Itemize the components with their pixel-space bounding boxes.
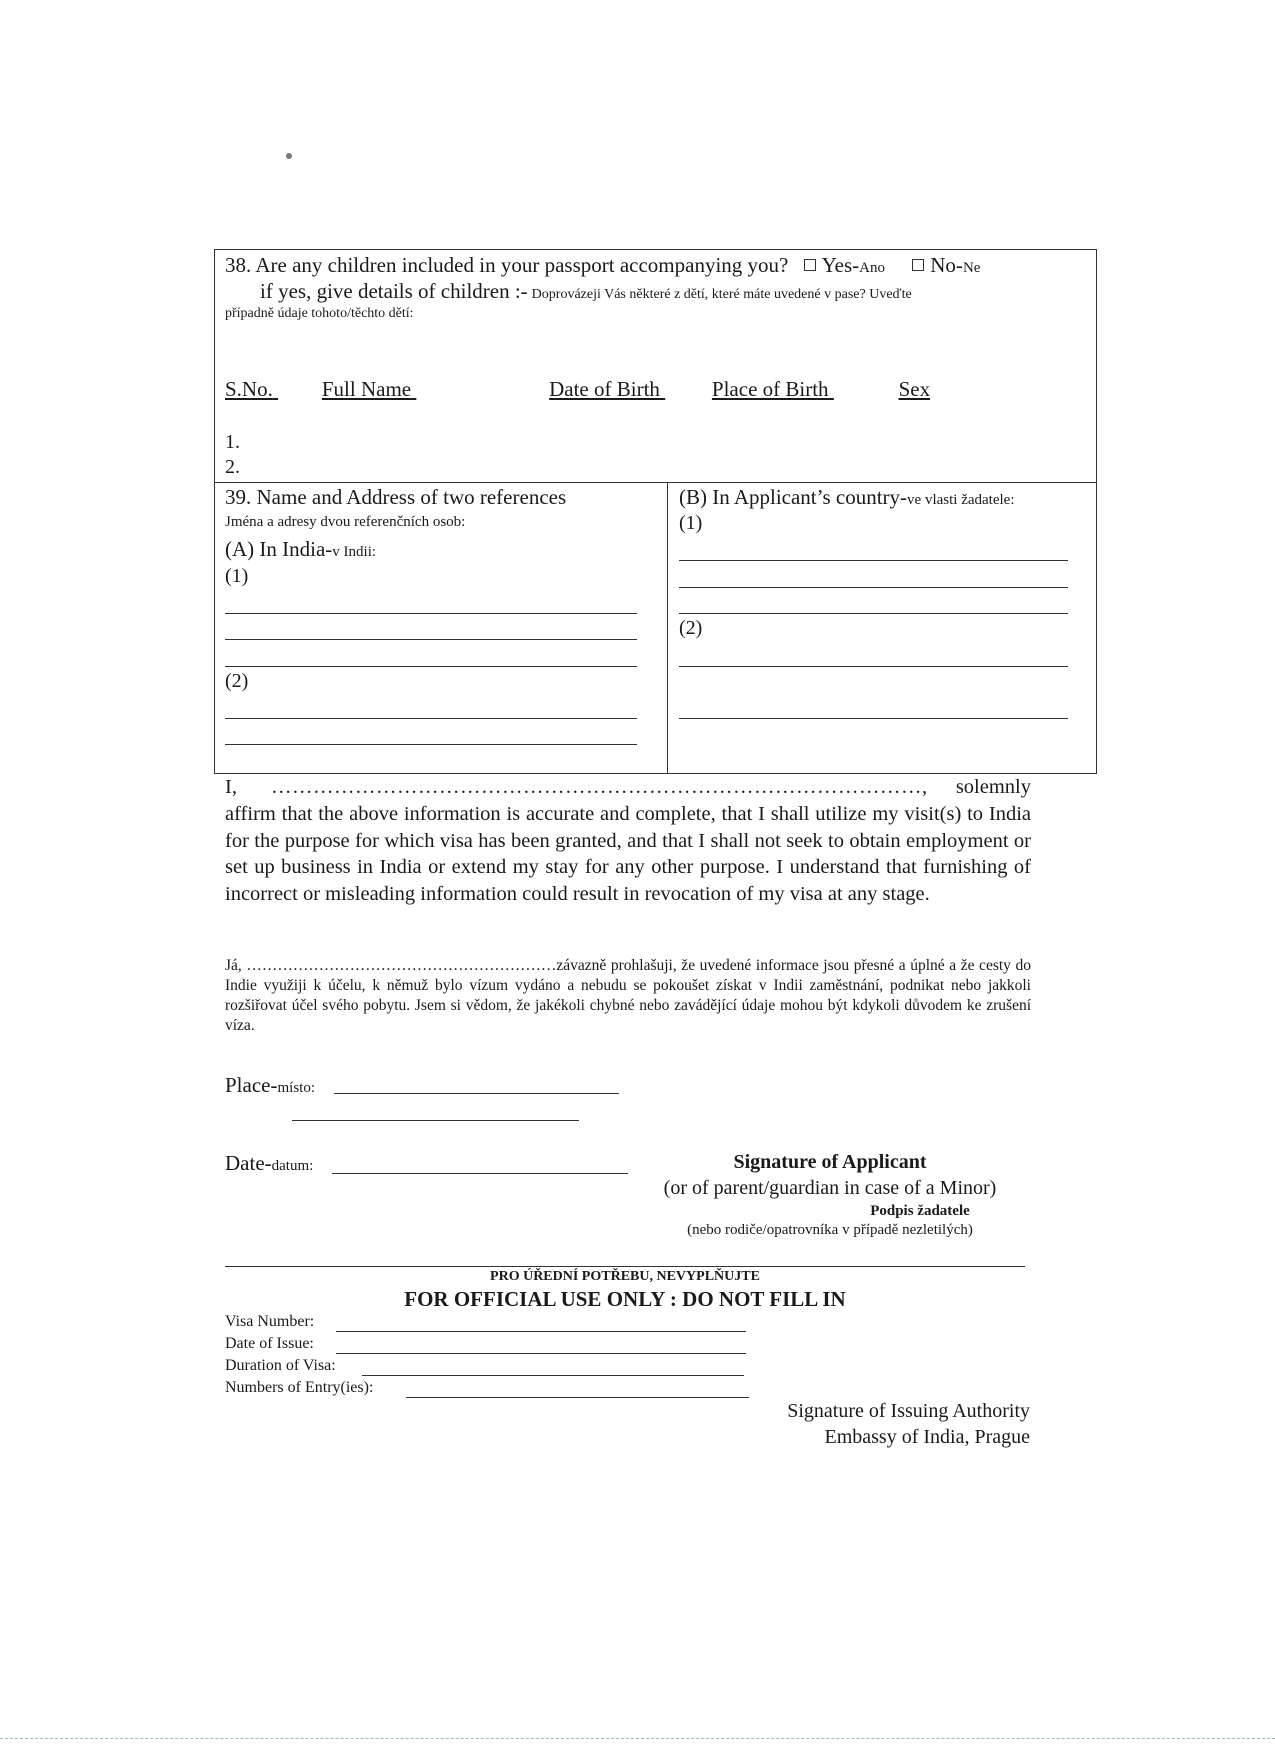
duration-line[interactable] bbox=[362, 1375, 744, 1376]
visa-number-label: Visa Number: bbox=[225, 1313, 315, 1330]
affirm-text: affirm that the above information is accurate and complete, that I shall utilize my visit(s) to India for the purpose for which visa has been granted, and that I shall not seek to obtain employment or set up business in India or extend my stay for any other purpose. I understand that furnishing of incorrect or misleading information could result in revocation of my visa at any stage. bbox=[225, 803, 1031, 905]
q38-details-row bbox=[260, 279, 912, 304]
official-header-cz: PRO ÚŘEDNÍ POTŘEBU, NEVYPLŇUJTE bbox=[490, 1269, 760, 1284]
place-label: Place-místo: bbox=[225, 1073, 315, 1097]
stray-dot bbox=[286, 153, 292, 159]
affirm-lead: I, bbox=[225, 776, 237, 798]
entries-line[interactable] bbox=[406, 1397, 749, 1398]
signature-subtitle: (or of parent/guardian in case of a Minor) bbox=[663, 1177, 997, 1199]
signature-subtitle-cz: (nebo rodiče/opatrovníka v případě nezletilých) bbox=[687, 1222, 973, 1238]
signature-title: Signature of Applicant bbox=[733, 1151, 927, 1173]
date-of-issue-label: Date of Issue: bbox=[225, 1335, 314, 1352]
child-row-2: 2. bbox=[225, 456, 240, 478]
country-ref-1-line-2[interactable] bbox=[679, 587, 1068, 588]
scan-edge-line bbox=[0, 1738, 1275, 1739]
q38-details-en: if yes, give details of children :- bbox=[260, 279, 528, 303]
official-separator bbox=[225, 1266, 1025, 1267]
col-sno: S.No. bbox=[225, 377, 273, 401]
india-ref-2-line-2[interactable] bbox=[225, 744, 637, 745]
date-label: Date-datum: bbox=[225, 1151, 314, 1175]
india-ref-heading: (A) In India-v Indii: bbox=[225, 537, 377, 561]
yes-option[interactable]: Yes-Ano bbox=[804, 253, 885, 277]
q39-title: 39. Name and Address of two references bbox=[225, 485, 567, 509]
affirm-first-line bbox=[225, 776, 1031, 799]
date-of-issue-line[interactable] bbox=[336, 1353, 746, 1354]
no-checkbox[interactable] bbox=[912, 259, 924, 271]
country-ref-2-line-1[interactable] bbox=[679, 666, 1068, 667]
country-ref-heading: (B) In Applicant’s country-ve vlasti žadatele: bbox=[679, 485, 1015, 509]
col-date-of-birth: Date of Birth bbox=[549, 377, 660, 401]
issuing-authority: Signature of Issuing Authority bbox=[787, 1400, 1030, 1422]
embassy-name: Embassy of India, Prague bbox=[824, 1426, 1030, 1448]
place-field-line-1[interactable] bbox=[334, 1093, 619, 1094]
signature-title-cz: Podpis žadatele bbox=[870, 1203, 970, 1219]
entries-label: Numbers of Entry(ies): bbox=[225, 1379, 374, 1396]
q39-title-cz: Jména a adresy dvou referenčních osob: bbox=[225, 514, 466, 530]
q38-details-cz: Doprovázeji Vás některé z dětí, které máte uvedené v pase? Uveďte bbox=[531, 287, 912, 302]
india-ref-2-line-1[interactable] bbox=[225, 718, 637, 719]
india-ref-2-label: (2) bbox=[225, 670, 249, 692]
references-divider bbox=[667, 483, 668, 773]
child-row-1: 1. bbox=[225, 431, 240, 453]
col-full-name: Full Name bbox=[321, 377, 412, 401]
affirm-text-cz: Já, ……………………………………………………závazně prohlašuji, že uvedené informace jsou přesné a úplné a že cesty do Indie využiji k účelu, k němuž bylo vízum vydáno a nebudu se pokoušet získat v Indii zaměstnání, podnikat nebo jakkoli rozšiřovat účel svého pobytu. Jsem si vědom, že jakékoli chybné nebo zavádějící údaje mohou být kdykoli důvodem ke zrušení víza. bbox=[225, 957, 1031, 1034]
no-option[interactable]: No-Ne bbox=[912, 253, 980, 277]
affirm-solemnly: solemnly bbox=[955, 776, 1031, 798]
visa-number-line[interactable] bbox=[336, 1331, 746, 1332]
yes-checkbox[interactable] bbox=[804, 259, 816, 271]
country-ref-1-line-1[interactable] bbox=[679, 560, 1068, 561]
official-header-en: FOR OFFICIAL USE ONLY : DO NOT FILL IN bbox=[404, 1287, 846, 1311]
india-ref-1-label: (1) bbox=[225, 565, 249, 587]
q38-details-cz-2: případně údaje tohoto/těchto dětí: bbox=[225, 306, 414, 321]
q38-question-row bbox=[225, 253, 980, 278]
country-ref-2-label: (2) bbox=[679, 617, 703, 639]
country-ref-1-label: (1) bbox=[679, 512, 703, 534]
country-ref-1-line-3[interactable] bbox=[679, 613, 1068, 614]
q38-question: 38. Are any children included in your passport accompanying you? bbox=[225, 253, 789, 277]
india-ref-1-line-1[interactable] bbox=[225, 613, 637, 614]
india-ref-1-line-3[interactable] bbox=[225, 666, 637, 667]
india-ref-1-line-2[interactable] bbox=[225, 639, 637, 640]
date-field-line[interactable] bbox=[332, 1173, 628, 1174]
country-ref-2-line-2[interactable] bbox=[679, 718, 1068, 719]
affirm-name-field[interactable]: …………………………………………………………………………………, bbox=[271, 776, 928, 798]
children-table-header bbox=[225, 377, 930, 402]
col-place-of-birth: Place of Birth bbox=[711, 377, 829, 401]
duration-label: Duration of Visa: bbox=[225, 1357, 336, 1374]
col-sex: Sex bbox=[898, 377, 931, 401]
place-field-line-2[interactable] bbox=[292, 1120, 579, 1121]
